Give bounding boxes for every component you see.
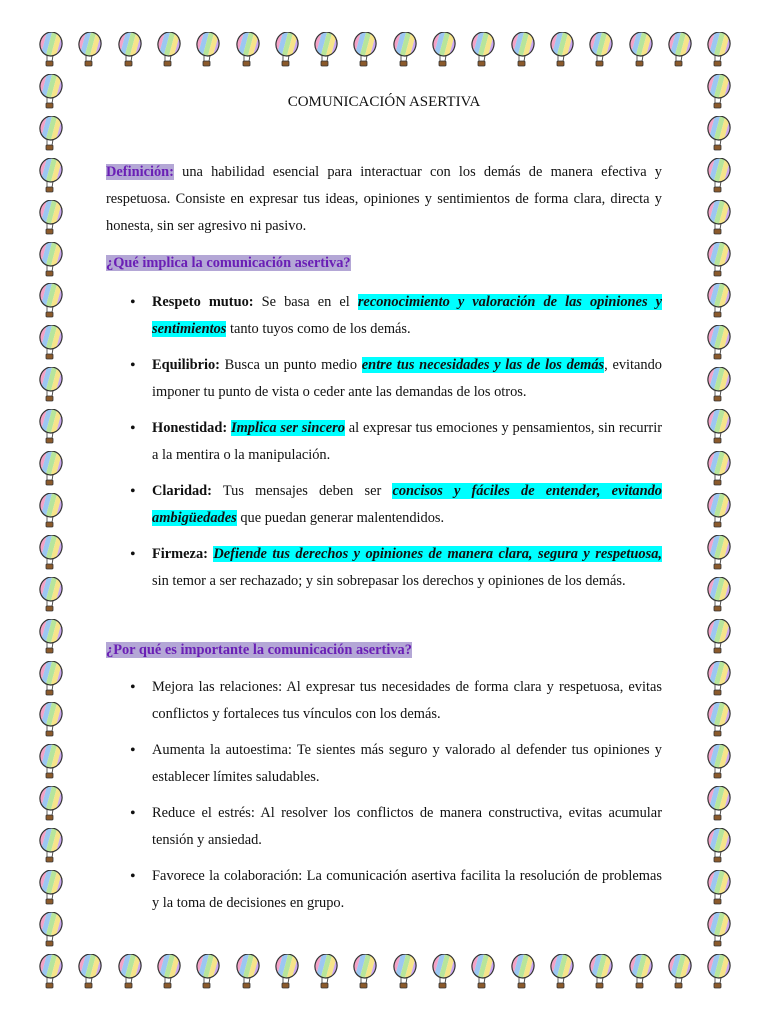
hot-air-balloon-icon: [235, 954, 261, 990]
section1-heading: ¿Qué implica la comunicación asertiva?: [106, 255, 351, 271]
hot-air-balloon-icon: [628, 954, 654, 990]
hot-air-balloon-icon: [38, 200, 64, 236]
hot-air-balloon-icon: [38, 828, 64, 864]
hot-air-balloon-icon: [510, 954, 536, 990]
hot-air-balloon-icon: [38, 786, 64, 822]
hot-air-balloon-icon: [235, 32, 261, 68]
hot-air-balloon-icon: [38, 912, 64, 948]
hot-air-balloon-icon: [156, 954, 182, 990]
hot-air-balloon-icon: [392, 32, 418, 68]
hot-air-balloon-icon: [38, 325, 64, 361]
implica-list: [106, 289, 662, 595]
hot-air-balloon-icon: [38, 744, 64, 780]
hot-air-balloon-icon: [38, 870, 64, 906]
hot-air-balloon-icon: [588, 954, 614, 990]
hot-air-balloon-icon: [392, 954, 418, 990]
hot-air-balloon-icon: [77, 954, 103, 990]
list-item: • Firmeza: Defiende tus derechos y opiniones de manera clara, segura y respetuosa, sin temor a ser rechazado; y sin sobrepasar los derechos y opiniones de los demás.: [106, 541, 662, 595]
definition-paragraph: [106, 159, 662, 240]
hot-air-balloon-icon: [706, 661, 732, 697]
hot-air-balloon-icon: [38, 619, 64, 655]
hot-air-balloon-icon: [470, 32, 496, 68]
hot-air-balloon-icon: [706, 535, 732, 571]
page-title: COMUNICACIÓN ASERTIVA: [287, 94, 481, 110]
hot-air-balloon-icon: [706, 786, 732, 822]
hot-air-balloon-icon: [706, 367, 732, 403]
hot-air-balloon-icon: [706, 325, 732, 361]
hot-air-balloon-icon: [38, 283, 64, 319]
hot-air-balloon-icon: [38, 32, 64, 68]
hot-air-balloon-icon: [706, 912, 732, 948]
hot-air-balloon-icon: [667, 32, 693, 68]
hot-air-balloon-icon: [431, 32, 457, 68]
hot-air-balloon-icon: [706, 744, 732, 780]
hot-air-balloon-icon: [706, 451, 732, 487]
hot-air-balloon-icon: [706, 200, 732, 236]
hot-air-balloon-icon: [706, 577, 732, 613]
hot-air-balloon-icon: [588, 32, 614, 68]
hot-air-balloon-icon: [195, 32, 221, 68]
hot-air-balloon-icon: [38, 74, 64, 110]
hot-air-balloon-icon: [706, 870, 732, 906]
hot-air-balloon-icon: [706, 702, 732, 738]
hot-air-balloon-icon: [195, 954, 221, 990]
hot-air-balloon-icon: [117, 32, 143, 68]
hot-air-balloon-icon: [667, 954, 693, 990]
hot-air-balloon-icon: [38, 661, 64, 697]
list-item: • Favorece la colaboración: La comunicación asertiva facilita la resolución de problemas y la toma de decisiones en grupo.: [106, 863, 662, 917]
document-body: [106, 88, 662, 926]
hot-air-balloon-icon: [38, 577, 64, 613]
hot-air-balloon-icon: [38, 535, 64, 571]
hot-air-balloon-icon: [706, 409, 732, 445]
list-item: • Honestidad: Implica ser sincero al expresar tus emociones y pensamientos, sin recurrir a la mentira o la manipulación.: [106, 415, 662, 469]
hot-air-balloon-icon: [628, 32, 654, 68]
list-item: • Claridad: Tus mensajes deben ser concisos y fáciles de entender, evitando ambigüedades que puedan generar malentendidos.: [106, 478, 662, 532]
hot-air-balloon-icon: [38, 367, 64, 403]
hot-air-balloon-icon: [156, 32, 182, 68]
hot-air-balloon-icon: [431, 954, 457, 990]
hot-air-balloon-icon: [706, 74, 732, 110]
hot-air-balloon-icon: [274, 954, 300, 990]
hot-air-balloon-icon: [38, 493, 64, 529]
hot-air-balloon-icon: [313, 954, 339, 990]
hot-air-balloon-icon: [38, 158, 64, 194]
hot-air-balloon-icon: [38, 242, 64, 278]
hot-air-balloon-icon: [274, 32, 300, 68]
hot-air-balloon-icon: [549, 954, 575, 990]
hot-air-balloon-icon: [706, 619, 732, 655]
hot-air-balloon-icon: [117, 954, 143, 990]
hot-air-balloon-icon: [706, 32, 732, 68]
definition-label: Definición:: [106, 164, 174, 180]
hot-air-balloon-icon: [706, 283, 732, 319]
hot-air-balloon-icon: [706, 116, 732, 152]
hot-air-balloon-icon: [352, 32, 378, 68]
list-item: • Respeto mutuo: Se basa en el reconocimiento y valoración de las opiniones y sentimientos tanto tuyos como de los demás.: [106, 289, 662, 343]
hot-air-balloon-icon: [38, 409, 64, 445]
definition-text: una habilidad esencial para interactuar con los demás de manera efectiva y respetuosa. Consiste en expresar tus ideas, opiniones y sentimientos de forma clara, directa y honesta, sin ser agresivo ni pasivo.: [106, 164, 662, 234]
hot-air-balloon-icon: [706, 828, 732, 864]
list-item: • Aumenta la autoestima: Te sientes más seguro y valorado al defender tus opiniones y establecer límites saludables.: [106, 737, 662, 791]
hot-air-balloon-icon: [470, 954, 496, 990]
list-item: • Mejora las relaciones: Al expresar tus necesidades de forma clara y respetuosa, evitas conflictos y fortaleces tus vínculos con los demás.: [106, 674, 662, 728]
hot-air-balloon-icon: [510, 32, 536, 68]
hot-air-balloon-icon: [706, 158, 732, 194]
hot-air-balloon-icon: [38, 451, 64, 487]
hot-air-balloon-icon: [706, 242, 732, 278]
list-item: • Reduce el estrés: Al resolver los conflictos de manera constructiva, evitas acumular tensión y ansiedad.: [106, 800, 662, 854]
hot-air-balloon-icon: [77, 32, 103, 68]
hot-air-balloon-icon: [38, 954, 64, 990]
hot-air-balloon-icon: [706, 493, 732, 529]
hot-air-balloon-icon: [352, 954, 378, 990]
importante-list: [106, 674, 662, 917]
hot-air-balloon-icon: [38, 702, 64, 738]
section2-heading: ¿Por qué es importante la comunicación asertiva?: [106, 642, 412, 658]
hot-air-balloon-icon: [313, 32, 339, 68]
list-item: • Equilibrio: Busca un punto medio entre tus necesidades y las de los demás, evitando imponer tu punto de vista o ceder ante las demandas de los otros.: [106, 352, 662, 406]
hot-air-balloon-icon: [549, 32, 575, 68]
hot-air-balloon-icon: [706, 954, 732, 990]
hot-air-balloon-icon: [38, 116, 64, 152]
